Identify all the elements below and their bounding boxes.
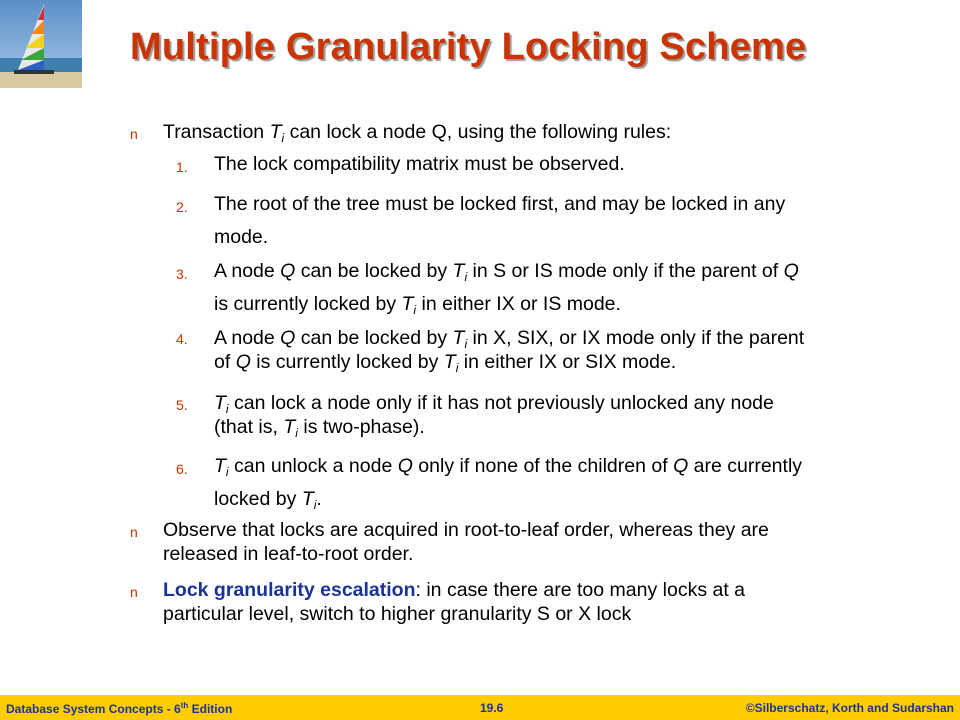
text: locked by xyxy=(214,488,302,510)
sub-i: i xyxy=(313,498,317,512)
sub-i: i xyxy=(295,426,298,440)
var-t: T xyxy=(269,121,282,143)
rule-4 xyxy=(214,326,804,374)
var-q: Q xyxy=(397,455,413,477)
text: Database System Concepts - 6 xyxy=(6,702,181,716)
text: : in case there are too many locks at a xyxy=(415,579,746,601)
keyword: Lock granularity escalation xyxy=(163,579,416,601)
sub-i: i xyxy=(225,465,229,479)
text: Edition xyxy=(188,702,233,716)
sub-i: i xyxy=(464,270,468,284)
rule-3 xyxy=(214,255,799,321)
text: are currently xyxy=(688,455,803,477)
var-q: Q xyxy=(783,260,799,282)
line xyxy=(214,450,802,483)
text: in either IX or IS mode. xyxy=(416,293,621,315)
bullet-marker: n xyxy=(130,584,138,600)
footer-book-title xyxy=(6,701,232,716)
text: . xyxy=(316,488,322,510)
line xyxy=(214,288,799,321)
text: Observe that locks are acquired in root-to-leaf order, whereas they are xyxy=(163,519,769,541)
rule-number: 6. xyxy=(176,461,188,477)
var-q: Q xyxy=(280,260,296,282)
slide-title: Multiple Granularity Locking Scheme xyxy=(130,26,807,68)
var-q: Q xyxy=(280,327,296,349)
rule-number: 1. xyxy=(176,159,188,175)
text: The root of the tree must be locked first, and may be locked in any xyxy=(214,193,786,215)
text: of xyxy=(214,351,236,373)
line xyxy=(214,326,804,350)
var-t: T xyxy=(283,416,296,438)
text: can unlock a node xyxy=(228,455,398,477)
sub-i: i xyxy=(413,303,417,317)
var-q: Q xyxy=(673,455,689,477)
sub-i: i xyxy=(464,337,468,351)
text: Transaction xyxy=(163,121,270,143)
var-t: T xyxy=(443,351,456,373)
text: (that is, xyxy=(214,416,284,438)
rule-1 xyxy=(214,148,625,181)
bullet-transaction-rules xyxy=(163,116,671,149)
text: The lock compatibility matrix must be observed. xyxy=(214,153,625,175)
text: in either IX or SIX mode. xyxy=(458,351,677,373)
text: A node xyxy=(214,260,281,282)
page-number: 19.6 xyxy=(480,701,504,715)
bullet-marker: n xyxy=(130,524,138,540)
line xyxy=(163,578,745,602)
text: can lock a node Q, using the following rules: xyxy=(284,121,672,143)
text: is currently locked by xyxy=(250,351,444,373)
var-t: T xyxy=(214,455,226,477)
text: released in leaf-to-root order. xyxy=(163,543,414,565)
line xyxy=(214,255,799,288)
line xyxy=(214,350,804,374)
bullet-escalation xyxy=(163,578,745,626)
line xyxy=(214,415,774,439)
sub-i: i xyxy=(225,402,229,416)
var-t: T xyxy=(301,488,314,510)
rule-5 xyxy=(214,391,774,439)
text: only if none of the children of xyxy=(412,455,674,477)
text: is two-phase). xyxy=(297,416,425,438)
bullet-marker: n xyxy=(130,126,138,142)
rule-number: 5. xyxy=(176,397,188,413)
sub-i: i xyxy=(455,361,459,375)
rule-number: 4. xyxy=(176,331,188,347)
rule-number: 2. xyxy=(176,199,188,215)
text: mode. xyxy=(214,226,269,248)
footer-copyright: ©Silberschatz, Korth and Sudarshan xyxy=(745,701,954,715)
rule-number: 3. xyxy=(176,266,188,282)
text: in S or IS mode only if the parent of xyxy=(467,260,784,282)
var-t: T xyxy=(214,392,226,414)
var-t: T xyxy=(401,293,414,315)
text: can be locked by xyxy=(295,327,453,349)
sub-i: i xyxy=(281,131,285,145)
slide-footer xyxy=(0,695,960,720)
text: in X, SIX, or IX mode only if the parent xyxy=(467,327,805,349)
text: particular level, switch to higher granularity S or X lock xyxy=(163,603,632,625)
var-q: Q xyxy=(235,351,251,373)
rule-2 xyxy=(214,188,785,254)
rule-6 xyxy=(214,450,802,516)
line xyxy=(214,483,802,516)
superscript: th xyxy=(180,701,189,710)
var-t: T xyxy=(452,327,465,349)
text: can be locked by xyxy=(295,260,453,282)
text: A node xyxy=(214,327,281,349)
text: can lock a node only if it has not previously unlocked any node xyxy=(228,392,774,414)
line xyxy=(214,391,774,415)
var-t: T xyxy=(452,260,465,282)
text: is currently locked by xyxy=(214,293,402,315)
bullet-lock-order xyxy=(163,518,769,566)
